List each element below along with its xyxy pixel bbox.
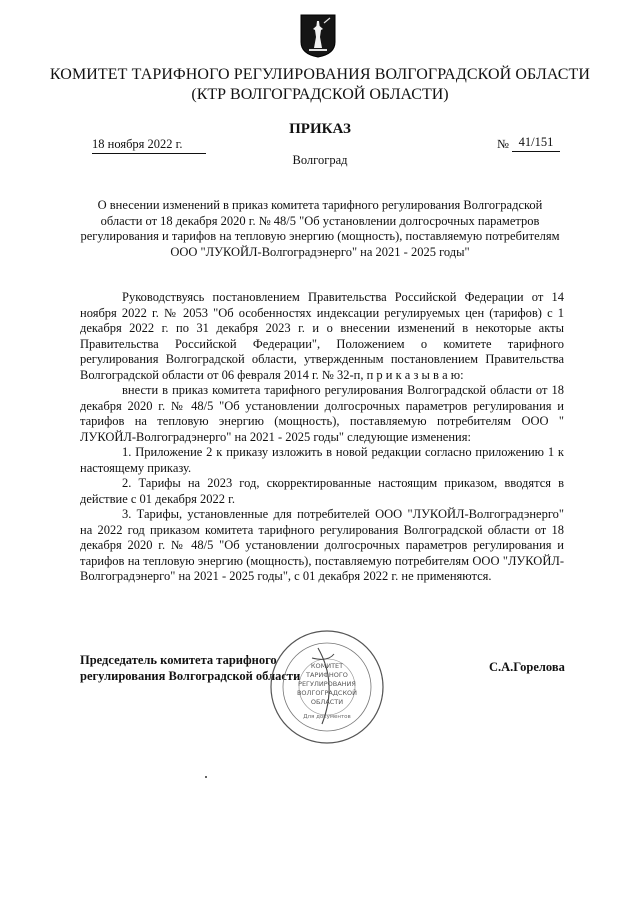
signatory-name: С.А.Горелова bbox=[489, 660, 565, 674]
order-number: 41/151 bbox=[512, 135, 560, 152]
intro-paragraph: внести в приказ комитета тарифного регулирования Волгоградской области от 18 декабря 2020 г. № 48/5 "Об установлении долгосрочных параметров регулирования и тарифов на тепловую энергию (мощность), поставляемую потребителям ООО " ЛУКОЙЛ-Волгоградэнерго" на 2021 - 2025 годы" следующие изменения: bbox=[80, 383, 564, 444]
seal-text-2: ТАРИФНОГО bbox=[306, 671, 348, 679]
organization-abbreviation: (КТР ВОЛГОГРАДСКОЙ ОБЛАСТИ) bbox=[191, 86, 449, 103]
order-body bbox=[80, 290, 564, 585]
organization-name: КОМИТЕТ ТАРИФНОГО РЕГУЛИРОВАНИЯ ВОЛГОГРАДСКОЙ ОБЛАСТИ bbox=[49, 66, 591, 83]
seal-text-1: КОМИТЕТ bbox=[310, 662, 344, 670]
item-3-paragraph: 3. Тарифы, установленные для потребителей ООО "ЛУКОЙЛ-Волгоградэнерго" на 2022 год приказом комитета тарифного регулирования Волгоградской области от 18 декабря 2020 г. № 48/5 "Об установлении долгосрочных параметров регулирования и тарифов на тепловую энергию (мощность), поставляемую потребителям ООО "ЛУКОЙЛ-Волгоградэнерго" на 2021 - 2025 годы", с 01 декабря 2022 г. не применяются. bbox=[80, 507, 564, 583]
signatory-position-line1: Председатель комитета тарифного bbox=[80, 653, 277, 667]
preamble-paragraph: Руководствуясь постановлением Правительства Российской Федерации от 14 ноября 2022 г. № 2053 "Об особенностях индексации регулируемых цен (тарифов) с 1 декабря 2022 г. по 31 декабря 2023 г. и о внесении изменений в некоторые акты Правительства Российской Федерации", Положением о комитете тарифного регулирования Волгоградской области, утвержденным постановлением Правительства Волгоградской области от 06 февраля 2014 г. № 32-п, п р и к а з ы в а ю: bbox=[80, 290, 564, 382]
order-number-label: № bbox=[497, 137, 509, 151]
item-2-paragraph: 2. Тарифы на 2023 год, скорректированные настоящим приказом, вводятся в действие с 01 декабря 2022 г. bbox=[80, 476, 564, 506]
order-subject: О внесении изменений в приказ комитета тарифного регулирования Волгоградской области от 18 декабря 2020 г. № 48/5 "Об установлении долгосрочных параметров регулирования и тарифов на тепловую энергию (мощность), поставляемую потребителям ООО "ЛУКОЙЛ-Волгоградэнерго" на 2021 - 2025 годы" bbox=[80, 198, 560, 259]
seal-text-4: ВОЛГОГРАДСКОЙ bbox=[296, 689, 358, 697]
item-1-paragraph: 1. Приложение 2 к приказу изложить в новой редакции согласно приложению 1 к настоящему приказу. bbox=[80, 445, 564, 475]
coat-of-arms-icon bbox=[300, 14, 336, 58]
seal-text-3: РЕГУЛИРОВАНИЯ bbox=[298, 680, 356, 688]
order-city: Волгоград bbox=[292, 153, 348, 167]
order-date: 18 ноября 2022 г. bbox=[92, 137, 206, 154]
signatory-position-line2: регулирования Волгоградской области bbox=[80, 669, 301, 683]
official-seal-icon bbox=[268, 628, 386, 746]
seal-text-6: Для документов bbox=[303, 714, 351, 720]
seal-text-5: ОБЛАСТИ bbox=[310, 698, 344, 706]
document-title: ПРИКАЗ bbox=[289, 121, 351, 137]
scan-speck bbox=[205, 776, 207, 778]
